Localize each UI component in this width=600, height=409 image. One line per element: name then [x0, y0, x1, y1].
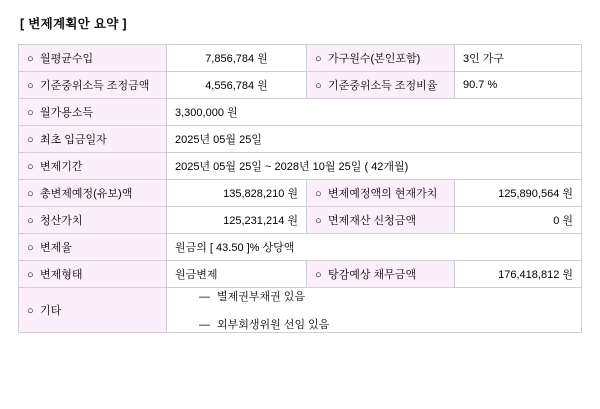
- row-label-repayment-rate: [19, 234, 167, 261]
- row-label-median-income-adjusted-amount: [19, 72, 167, 99]
- row-value-etc: [167, 288, 582, 333]
- bullet-icon: ○: [27, 305, 34, 317]
- bullet-icon: ○: [27, 80, 34, 92]
- bullet-icon: ○: [315, 269, 322, 281]
- row-label-exempt-property-claim: [307, 207, 455, 234]
- row-value-exempt-property-claim: 0 원: [455, 207, 582, 234]
- table-row: [19, 45, 582, 72]
- row-value-repayment-type: 원금변제: [167, 261, 307, 288]
- row-value-median-income-adjusted-amount: 4,556,784 원: [167, 72, 307, 99]
- row-value-expected-forgiven-debt: 176,418,812 원: [455, 261, 582, 288]
- bullet-icon: ○: [27, 188, 34, 200]
- label-text: 기준중위소득 조정비율: [328, 80, 438, 92]
- list-item-text: 외부회생위원 선임 있음: [217, 319, 330, 331]
- row-value-monthly-income: 7,856,784 원: [167, 45, 307, 72]
- page-title: [ 변제계획안 요약 ]: [20, 17, 127, 31]
- table-row: [19, 99, 582, 126]
- label-text: 면제재산 신청금액: [328, 215, 417, 227]
- row-value-household-size: 3인 가구: [455, 45, 582, 72]
- label-text: 변제예정액의 현재가치: [328, 188, 438, 200]
- row-label-liquidation-value: [19, 207, 167, 234]
- label-text: 최초 입금일자: [40, 134, 107, 146]
- bullet-icon: ○: [27, 269, 34, 281]
- label-text: 가구원수(본인포함): [328, 53, 421, 65]
- label-text: 변제기간: [40, 161, 83, 173]
- bullet-icon: ○: [27, 215, 34, 227]
- label-text: 월평균수입: [40, 53, 94, 65]
- bullet-icon: ○: [27, 161, 34, 173]
- label-text: 변제율: [40, 242, 72, 254]
- bullet-icon: ○: [315, 188, 322, 200]
- list-item: [199, 316, 573, 332]
- bullet-icon: ○: [315, 215, 322, 227]
- row-label-repayment-period: [19, 153, 167, 180]
- label-text: 기준중위소득 조정금액: [40, 80, 150, 92]
- row-value-repayment-rate: 원금의 [ 43.50 ]% 상당액: [167, 234, 582, 261]
- bullet-icon: ○: [27, 53, 34, 65]
- row-label-household-size: [307, 45, 455, 72]
- table-row: [19, 207, 582, 234]
- table-row: [19, 180, 582, 207]
- row-value-present-value-of-repayment: 125,890,564 원: [455, 180, 582, 207]
- label-text: 변제형태: [40, 269, 83, 281]
- list-item-text: 별제권부채권 있음: [217, 291, 306, 303]
- bullet-icon: ○: [315, 53, 322, 65]
- row-label-expected-forgiven-debt: [307, 261, 455, 288]
- row-value-repayment-period: 2025년 05월 25일 ~ 2028년 10월 25일 ( 42개월): [167, 153, 582, 180]
- bullet-icon: ○: [27, 242, 34, 254]
- list-item: [199, 288, 573, 304]
- table-row: [19, 72, 582, 99]
- etc-note-list: [175, 288, 573, 332]
- row-value-liquidation-value: 125,231,214 원: [167, 207, 307, 234]
- row-label-first-payment-date: [19, 126, 167, 153]
- label-text: 총변제예정(유보)액: [40, 188, 133, 200]
- label-text: 청산가치: [40, 215, 83, 227]
- dash-icon: ―: [199, 291, 210, 303]
- row-label-median-income-adjusted-ratio: [307, 72, 455, 99]
- label-text: 월가용소득: [40, 107, 94, 119]
- row-value-median-income-adjusted-ratio: 90.7 %: [455, 72, 582, 99]
- row-value-total-planned-repayment: 135,828,210 원: [167, 180, 307, 207]
- table-row: [19, 261, 582, 288]
- row-value-first-payment-date: 2025년 05월 25일: [167, 126, 582, 153]
- dash-icon: ―: [199, 319, 210, 331]
- row-label-repayment-type: [19, 261, 167, 288]
- bullet-icon: ○: [27, 134, 34, 146]
- bullet-icon: ○: [27, 107, 34, 119]
- row-label-total-planned-repayment: [19, 180, 167, 207]
- row-label-monthly-disposable-income: [19, 99, 167, 126]
- row-label-present-value-of-repayment: [307, 180, 455, 207]
- row-label-etc: [19, 288, 167, 333]
- bullet-icon: ○: [315, 80, 322, 92]
- row-label-monthly-income: [19, 45, 167, 72]
- label-text: 기타: [40, 305, 62, 317]
- table-row-etc: [19, 288, 582, 333]
- label-text: 탕감예상 채무금액: [328, 269, 417, 281]
- row-value-monthly-disposable-income: 3,300,000 원: [167, 99, 582, 126]
- repayment-plan-summary-table: [18, 44, 582, 333]
- table-row: [19, 153, 582, 180]
- table-row: [19, 234, 582, 261]
- table-row: [19, 126, 582, 153]
